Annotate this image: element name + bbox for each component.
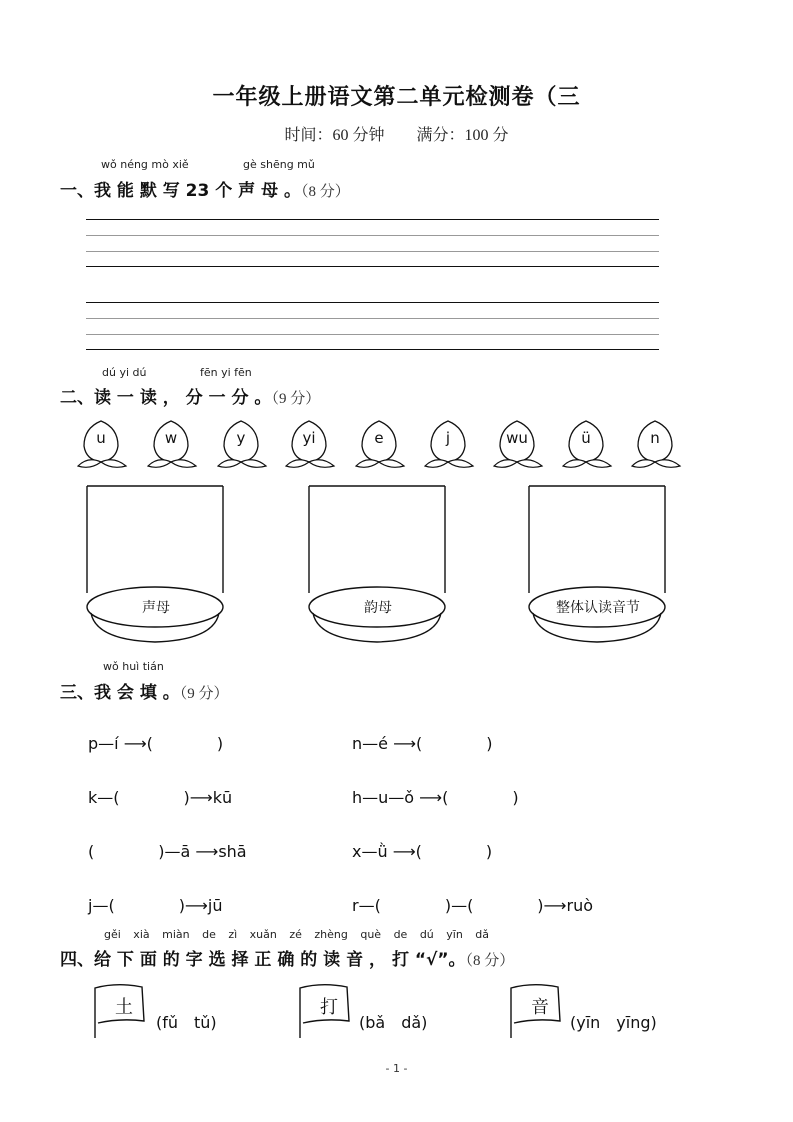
peach-item[interactable] (561, 418, 617, 476)
fill-item[interactable]: n—é ⟶( ) (352, 734, 493, 753)
peach-item[interactable] (630, 418, 686, 476)
section2-pinyin-b: fēn yi fēn (200, 366, 252, 379)
exam-info: 时间：60 分钟 满分：100 分 (284, 127, 509, 144)
section2-text: 读 一 读 ， 分 一 分 。 (94, 388, 272, 408)
section3-heading (60, 678, 229, 703)
section4-heading (60, 945, 514, 970)
flag-char: 土 (115, 997, 133, 1018)
fill-item[interactable]: p—í ⟶( ) (88, 734, 224, 753)
basket-icon (308, 485, 448, 655)
flag-char: 打 (320, 997, 338, 1018)
peach-label: u (96, 429, 106, 447)
section1-pinyin-a: wǒ néng mò xiě (101, 158, 189, 171)
peach-item[interactable] (146, 418, 202, 476)
fill-item[interactable]: k—( )⟶kū (88, 788, 233, 807)
fill-item[interactable]: j—( )⟶jū (88, 896, 223, 915)
basket-icon (528, 485, 668, 655)
basket-icon (86, 485, 226, 655)
basket-yunmu (308, 485, 448, 655)
section2-pinyin-a: dú yi dú (102, 366, 147, 379)
peach-icon (216, 418, 272, 476)
writing-line (86, 318, 659, 319)
writing-line (86, 235, 659, 236)
flag-item (297, 983, 367, 1043)
peach-label: n (650, 429, 660, 447)
section2-number: 二、 (60, 388, 94, 408)
peach-label: j (445, 429, 451, 447)
peach-icon (146, 418, 202, 476)
basket-shengmu (86, 485, 226, 655)
peach-label: ü (581, 429, 591, 447)
section1-heading (60, 176, 350, 201)
section3-pinyin: wǒ huì tián (103, 660, 164, 673)
section4-number: 四、 (60, 950, 94, 970)
basket-label: 声母 (142, 601, 170, 616)
peach-item[interactable] (492, 418, 548, 476)
flag-item (508, 983, 578, 1043)
writing-line (86, 349, 659, 350)
pinyin-options[interactable]: (fǔ tǔ) (156, 1013, 217, 1032)
section4-pinyin: gěi xià miàn de zì xuǎn zé zhèng què de dú yīn dǎ (104, 928, 490, 941)
basket-label: 整体认读音节 (556, 601, 640, 616)
section4-text: 给 下 面 的 字 选 择 正 确 的 读 音 ， 打 “√”。 (94, 950, 466, 970)
peach-item[interactable] (423, 418, 479, 476)
pinyin-options[interactable]: (yīn yīng) (570, 1013, 657, 1032)
writing-line (86, 219, 659, 220)
peach-icon (630, 418, 686, 476)
basket-zhengti (528, 485, 668, 655)
flag-item (92, 983, 162, 1043)
pinyin-options[interactable]: (bǎ dǎ) (359, 1013, 428, 1032)
section4-score: （8 分） (465, 953, 515, 969)
section2-heading (60, 383, 320, 408)
peach-icon (76, 418, 132, 476)
writing-line (86, 334, 659, 335)
peach-icon (423, 418, 479, 476)
peach-item[interactable] (76, 418, 132, 476)
section2-score: （9 分） (271, 391, 321, 407)
fill-item[interactable]: ( )—ā ⟶shā (88, 842, 247, 861)
section3-number: 三、 (60, 683, 94, 703)
peach-icon (561, 418, 617, 476)
peach-label: e (374, 429, 384, 447)
peach-icon (354, 418, 410, 476)
writing-line (86, 251, 659, 252)
fill-item[interactable]: r—( )—( )⟶ruò (352, 896, 593, 915)
section1-score: （8 分） (301, 184, 350, 200)
peach-icon (284, 418, 340, 476)
section1-number: 一、 (60, 181, 94, 201)
page-number: - 1 - (385, 1062, 408, 1075)
section1-pinyin-b: gè shēng mǔ (243, 158, 315, 171)
peach-item[interactable] (354, 418, 410, 476)
fill-item[interactable]: x—ǜ ⟶( ) (352, 842, 493, 861)
peach-label: wu (506, 429, 528, 447)
section3-text: 我 会 填 。 (94, 683, 180, 703)
section1-text: 我 能 默 写 23 个 声 母 。 (94, 181, 302, 201)
flag-char: 音 (531, 997, 549, 1018)
writing-line (86, 266, 659, 267)
peach-label: yi (302, 429, 316, 447)
writing-line (86, 302, 659, 303)
peach-item[interactable] (216, 418, 272, 476)
fill-item[interactable]: h—u—ǒ ⟶( ) (352, 788, 519, 807)
page-title: 一年级上册语文第二单元检测卷（三 (212, 85, 581, 110)
section3-score: （9 分） (179, 686, 229, 702)
basket-label: 韵母 (364, 601, 392, 616)
peach-label: w (164, 429, 178, 447)
peach-item[interactable] (284, 418, 340, 476)
peach-icon (492, 418, 548, 476)
peach-label: y (236, 429, 246, 447)
